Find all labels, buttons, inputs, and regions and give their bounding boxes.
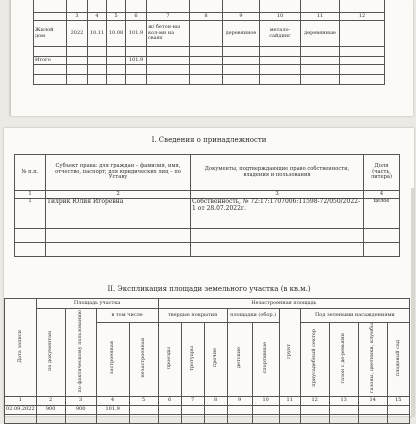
area-cell: 101.9 — [126, 21, 147, 47]
header-share: Доля (часть, литера) — [364, 155, 400, 191]
roof-cell: метало-сайдинг — [260, 21, 301, 47]
table-row — [5, 405, 410, 414]
table-row — [15, 243, 400, 257]
column-number: 6 — [126, 13, 147, 21]
header-subject: Субъект права: для граждан – фамилия, имя, отчество, паспорт; для юридических лиц – по Уставу — [46, 155, 191, 191]
built-cell: 101.9 — [96, 405, 129, 414]
column-number: 7 — [181, 396, 204, 405]
total-value: 101.9 — [126, 57, 147, 65]
header-in-total: в том числе — [96, 309, 158, 323]
column-number: 4 — [88, 13, 107, 21]
column-number: 3 — [65, 396, 96, 405]
column-number: 15 — [387, 396, 409, 405]
column-number: 3 — [67, 13, 88, 21]
date-cell: 02.09.2022 — [5, 405, 37, 414]
table-row — [34, 0, 385, 13]
total-label: Итого — [34, 57, 67, 65]
total-row — [34, 57, 385, 65]
column-number: 4 — [364, 191, 400, 199]
header-sidewalks: тротуары — [188, 345, 195, 371]
column-number: 6 — [158, 396, 181, 405]
column-number: 5 — [107, 13, 126, 21]
ownership-share: целое — [364, 199, 400, 229]
material-cell: ж/ бетон-ны кол-мн на сваях — [147, 21, 190, 47]
column-numbers-row — [5, 396, 410, 405]
header-docs: Документы, подтверждающие право собственности, владения и пользования — [191, 155, 364, 191]
column-number: 4 — [96, 396, 129, 405]
ownership-title: I. Сведения о принадлежности — [151, 136, 267, 144]
table-header-row — [15, 155, 400, 191]
column-number: 2 — [36, 396, 65, 405]
by-docs-cell: 900 — [36, 405, 65, 414]
header-lawn-trees: газон с де-ревьями — [339, 332, 346, 384]
column-number: 8 — [204, 396, 227, 405]
column-number: 7 — [147, 13, 190, 21]
column-number: 12 — [340, 13, 385, 21]
floors-cell: деревянные — [301, 21, 340, 47]
explication-table — [4, 298, 410, 424]
header-other: прочие — [211, 348, 218, 368]
header-flowerbeds: газоны, цветники, клумбы — [368, 323, 375, 394]
column-number: 12 — [300, 396, 329, 405]
column-number: 13 — [329, 396, 358, 405]
header-kids: детские — [235, 347, 242, 369]
previous-page — [10, 0, 413, 116]
header-hard-cover: твердые покрытия — [158, 309, 227, 323]
column-number: 1 — [15, 191, 46, 199]
table-row — [15, 199, 400, 229]
table-row — [5, 414, 410, 423]
header-green: Под зелеными насаждениями — [300, 309, 409, 323]
by-use-cell: 900 — [65, 405, 96, 414]
header-ground: грунт — [285, 343, 292, 359]
header-sports: спортивные — [261, 342, 268, 374]
header-plot-area: Площадь участка — [36, 299, 158, 309]
value-cell: 10.08 — [107, 21, 126, 47]
column-number: 9 — [223, 13, 260, 21]
table-row — [34, 21, 385, 47]
column-number: 11 — [279, 396, 300, 405]
column-number: 11 — [301, 13, 340, 21]
column-number: 2 — [46, 191, 191, 199]
column-number: 8 — [190, 13, 223, 21]
document-page — [4, 128, 414, 416]
owner-name: Тилрик Юлия Игоревна — [46, 199, 191, 229]
ownership-table — [14, 154, 400, 257]
header-num: № п.п. — [15, 155, 46, 191]
value-cell: 10.11 — [88, 21, 107, 47]
header-date: Дата записи — [16, 329, 23, 363]
page-edge — [411, 188, 414, 416]
walls-cell: деревянное — [223, 21, 260, 47]
table-row — [34, 47, 385, 57]
header-by-docs: по документам — [46, 331, 53, 371]
column-numbers-row — [34, 13, 385, 21]
header-built: застроенная — [108, 341, 115, 375]
purpose-cell: Жилой дом — [34, 21, 67, 47]
header-household: приусадебный сектор — [310, 329, 317, 387]
table-row — [15, 229, 400, 243]
column-number: 10 — [260, 13, 301, 21]
column-number: 9 — [227, 396, 252, 405]
buildings-table — [33, 0, 385, 85]
column-number: 3 — [191, 191, 364, 199]
column-number: 1 — [5, 396, 37, 405]
header-unbuilt: незастроенная — [139, 338, 146, 378]
row-num: 1 — [15, 199, 46, 229]
header-sites: площадки (обор.) — [227, 309, 279, 323]
column-number: 14 — [358, 396, 387, 405]
header-by-use: по фактическому пользованию — [76, 309, 83, 393]
header-drives: проезды — [165, 346, 172, 370]
column-number: 10 — [252, 396, 279, 405]
explication-title: II. Экспликация площади земельного участка (в кв.м.) — [107, 285, 311, 293]
year-cell: 2022 — [67, 21, 88, 47]
column-number: 5 — [129, 396, 158, 405]
header-undeveloped: Незастроенная площадь — [158, 299, 409, 309]
ownership-docs: Собственность, № 72:17:1707006:11598-72/050/2022-1 от 28.07.2022г. — [191, 199, 364, 229]
header-orchard: плодовый сад — [394, 339, 401, 377]
